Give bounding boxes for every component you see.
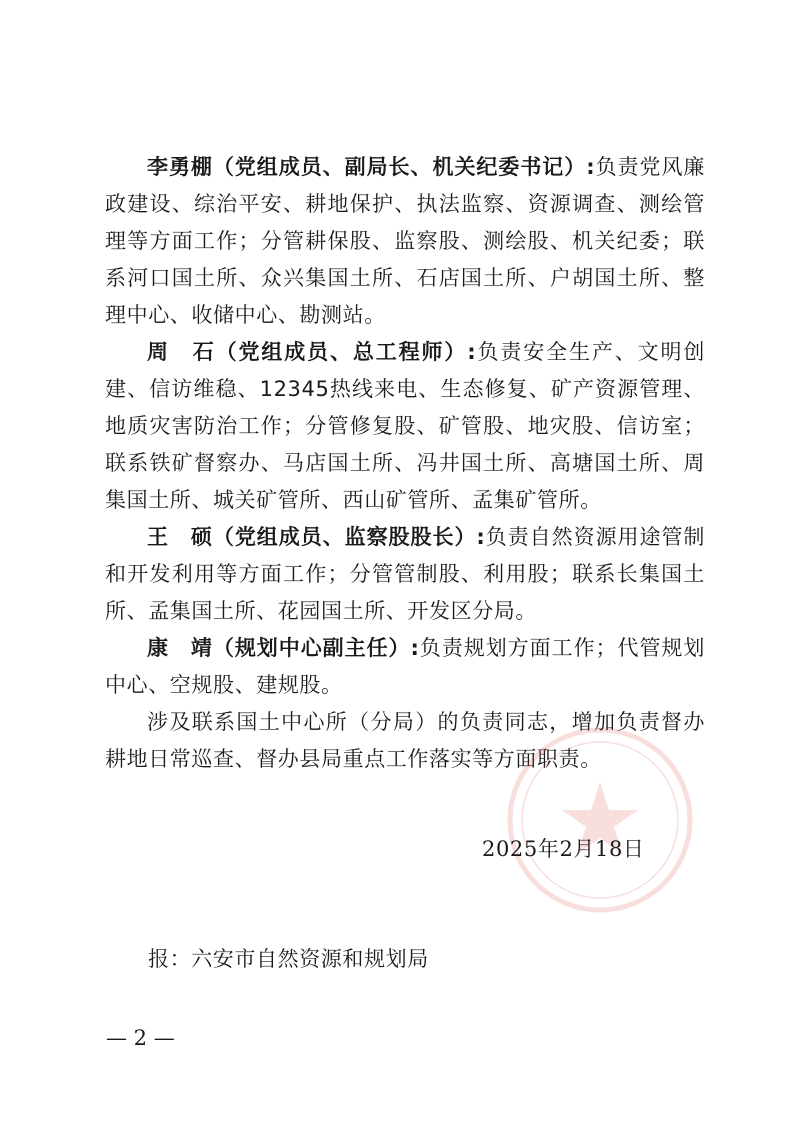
paragraph-body: 负责自然资源用途管制和开发利用等方面工作；分管管制股、利用股；联系长集国土所、孟集国土所、花园国土所、开发区分局。 [105,525,706,623]
paragraph-lead: 周 石（党组成员、总工程师）: [147,340,477,364]
paragraph-liaison-duties [105,704,705,778]
paragraph-body: 涉及联系国土中心所（分局）的负责同志，增加负责督办耕地日常巡查、督办县局重点工作落实等方面职责。 [105,710,705,771]
paragraph-body: 负责安全生产、文明创建、信访维稳、12345热线来电、生态修复、矿产资源管理、地质灾害防治工作；分管修复股、矿管股、地灾股、信访室；联系铁矿督察办、马店国土所、冯井国土所、高塘国土所、周集国土所、城关矿管所、西山矿管所、孟集矿管所。 [105,340,705,512]
paragraph-body: 负责规划方面工作；代管规划中心、空规股、建规股。 [105,636,705,697]
paragraph-body: 负责党风廉政建设、综治平安、耕地保护、执法监察、资源调查、测绘管理等方面工作；分管耕保股、监察股、测绘股、机关纪委；联系河口国土所、众兴集国土所、石店国土所、户胡国土所、整理中心、收储中心、勘测站。 [105,155,706,327]
paragraph-wang-shuo [105,519,705,630]
paragraph-lead: 李勇棚（党组成员、副局长、机关纪委书记）: [147,155,596,179]
report-recipient: 报：六安市自然资源和规划局 [148,947,429,971]
page-number: — 2 — [106,1026,175,1050]
document-date: 2025年2月18日 [482,837,645,861]
paragraph-zhou-shi [105,334,705,519]
paragraph-lead: 王 硕（党组成员、监察股股长）: [147,525,486,549]
paragraph-li-yongpeng [105,149,705,334]
paragraph-kang-jing [105,630,705,704]
paragraph-lead: 康 靖（规划中心副主任）: [147,636,420,660]
